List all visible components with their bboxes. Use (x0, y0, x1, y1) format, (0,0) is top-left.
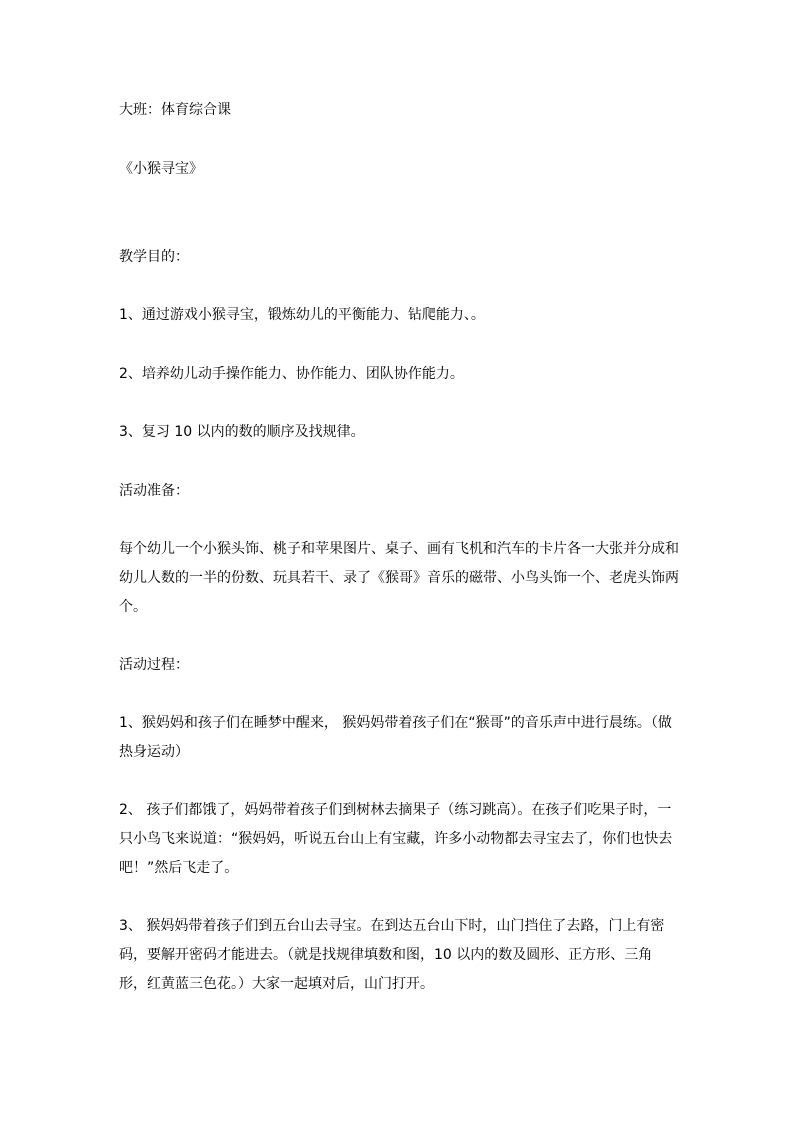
process-step-1: 1、猴妈妈和孩子们在睡梦中醒来， 猴妈妈带着孩子们在“猴哥”的音乐声中进行晨练。（做热身运动） (119, 715, 672, 760)
document-title: 《小猴寻宝》 (119, 161, 203, 177)
goal-item-1: 1、通过游戏小猴寻宝，锻炼幼儿的平衡能力、钻爬能力、。 (119, 307, 485, 323)
goals-heading: 教学目的： (119, 249, 189, 265)
process-step-2: 2、 孩子们都饿了，妈妈带着孩子们到树林去摘果子（练习跳高）。在孩子们吃果子时，一只小鸟飞来说道：“猴妈妈，听说五台山上有宝藏，许多小动物都去寻宝去了，你们也快去吧！”然后飞走了。 (119, 802, 673, 876)
goal-item-3: 3、复习 10 以内的数的顺序及找规律。 (119, 424, 365, 440)
document-header: 大班：体育综合课 (119, 102, 231, 118)
prep-text: 每个幼儿一个小猴头饰、桃子和苹果图片、桌子、画有飞机和汽车的卡片各一大张并分成和幼儿人数的一半的份数、玩具若干、录了《猴哥》音乐的磁带、小鸟头饰一个、老虎头饰两个。 (119, 541, 679, 615)
prep-heading: 活动准备： (119, 483, 189, 499)
process-heading: 活动过程： (119, 657, 189, 673)
process-step-3: 3、 猴妈妈带着孩子们到五台山去寻宝。在到达五台山下时，山门挡住了去路，门上有密码，要解开密码才能进去。（就是找规律填数和图，10 以内的数及圆形、正方形、三角形，红黄蓝三色花。）大家一起填对后，山门打开。 (119, 918, 665, 992)
goal-item-2: 2、培养幼儿动手操作能力、协作能力、团队协作能力。 (119, 366, 464, 382)
